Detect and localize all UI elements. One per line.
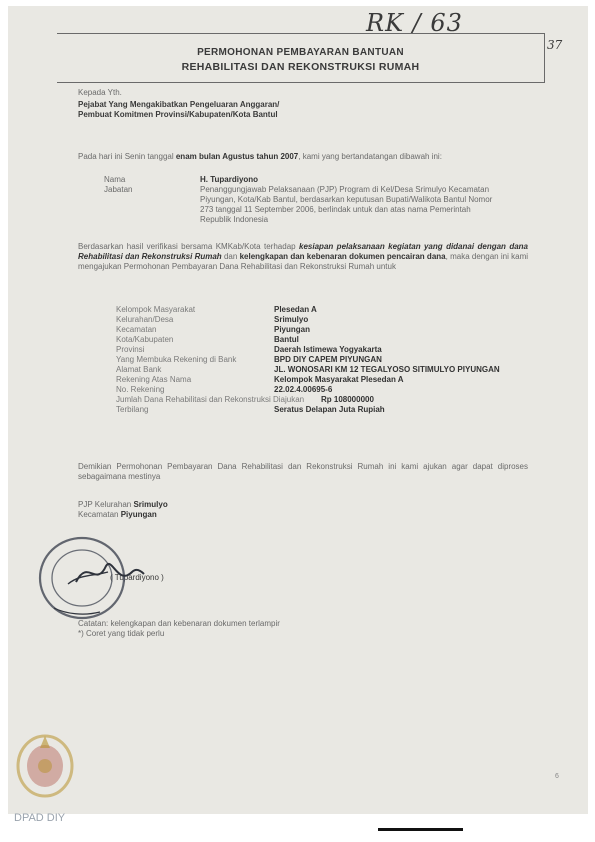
title-line-2: REHABILITASI DAN REKONSTRUKSI RUMAH <box>181 61 420 73</box>
watermark-label: DPAD DIY <box>14 812 66 824</box>
detail-label: No. Rekening <box>116 385 165 394</box>
detail-row <box>116 305 536 315</box>
title-line-b: Piyungan, Kota/Kab Bantul, berdasarkan keputusan Bupati/Walikota Bantul Nomor <box>200 195 493 204</box>
addressee-line-2: Pembuat Komitmen Provinsi/Kabupaten/Kota Bantul <box>78 110 278 119</box>
detail-row <box>116 405 536 415</box>
detail-value: Rp 108000000 <box>321 395 374 404</box>
kec-prefix: Kecamatan <box>78 510 119 519</box>
title-box <box>57 33 545 83</box>
kecamatan-line <box>78 510 157 520</box>
detail-row <box>116 315 536 325</box>
strike-note: *) Coret yang tidak perlu <box>78 629 165 638</box>
document-page <box>8 6 588 814</box>
detail-label: Kecamatan <box>116 325 157 334</box>
detail-label: Terbilang <box>116 405 149 414</box>
detail-row <box>116 395 536 405</box>
detail-label: Rekening Atas Nama <box>116 375 192 384</box>
detail-value: Srimulyo <box>274 315 309 324</box>
p1-start: Berdasarkan hasil verifikasi bersama KMKab/Kota terhadap <box>78 242 296 251</box>
date-prefix: Pada hari ini Senin tanggal <box>78 152 174 161</box>
title-line-1: PERMOHONAN PEMBAYARAN BANTUAN <box>197 47 404 58</box>
p1-mid: dan <box>223 252 238 261</box>
signatory-name: H. Tupardiyono <box>200 175 259 184</box>
addressee-label: Kepada Yth. <box>78 88 122 97</box>
signed-name: ( Tupardiyono ) <box>110 573 164 582</box>
date-line <box>78 152 442 162</box>
detail-value: Plesedan A <box>274 305 317 314</box>
addressee-line-1: Pejabat Yang Mengakibatkan Pengeluaran Anggaran/ <box>78 100 280 109</box>
detail-row <box>116 355 536 365</box>
kec-place: Piyungan <box>120 510 157 519</box>
title-line-a: Penanggungjawab Pelaksanaan (PJP) Program di Kel/Desa Srimulyo Kecamatan <box>200 185 490 194</box>
detail-value: 22.02.4.00695-6 <box>274 385 333 394</box>
detail-value: Kelompok Masyarakat Plesedan A <box>274 375 404 384</box>
detail-label: Kelurahan/Desa <box>116 315 174 324</box>
handwritten-page-mark: 37 <box>547 38 563 52</box>
request-paragraph <box>78 242 528 272</box>
dpad-logo-watermark <box>14 728 76 800</box>
handwritten-code: RK / 63 <box>366 9 463 37</box>
name-label: Nama <box>104 175 126 184</box>
p1-end: , maka dengan ini kami mengajukan Permohonan Pembayaran Dana Rehabilitasi dan Rekonstruksi Rumah untuk <box>78 252 529 271</box>
detail-row <box>116 345 536 355</box>
detail-value: JL. WONOSARI KM 12 TEGALYOSO SITIMULYO PIYUNGAN <box>274 365 500 374</box>
detail-value: Daerah Istimewa Yogyakarta <box>274 345 382 354</box>
pjp-line <box>78 500 168 510</box>
detail-row <box>116 335 536 345</box>
detail-label: Provinsi <box>116 345 145 354</box>
pjp-prefix: PJP Kelurahan <box>78 500 132 509</box>
bottom-black-mark <box>378 828 463 831</box>
detail-value: Piyungan <box>274 325 311 334</box>
detail-value: Bantul <box>274 335 299 344</box>
detail-label: Alamat Bank <box>116 365 162 374</box>
title-label: Jabatan <box>104 185 133 194</box>
p1-bold-italic: kesiapan pelaksanaan kegiatan yang didanai dengan dana Rehabilitasi dan Rekonstruksi Rumah <box>78 242 529 261</box>
detail-value: BPD DIY CAPEM PIYUNGAN <box>274 355 382 364</box>
detail-row <box>116 375 536 385</box>
detail-label: Kota/Kabupaten <box>116 335 174 344</box>
detail-row <box>116 365 536 375</box>
attachment-note: Catatan: kelengkapan dan kebenaran dokumen terlampir <box>78 619 280 628</box>
p1-bold: kelengkapan dan kebenaran dokumen pencairan dana <box>239 252 446 261</box>
pjp-place: Srimulyo <box>133 500 168 509</box>
title-line-d: Republik Indonesia <box>200 215 269 224</box>
detail-row <box>116 385 536 395</box>
page-number: 6 <box>555 773 559 780</box>
detail-label: Kelompok Masyarakat <box>116 305 196 314</box>
official-stamp <box>36 526 148 628</box>
detail-label: Yang Membuka Rekening di Bank <box>116 355 237 364</box>
date-suffix: , kami yang bertandatangan dibawah ini: <box>298 152 442 161</box>
detail-row <box>116 325 536 335</box>
date-value: enam bulan Agustus tahun 2007 <box>175 152 299 161</box>
detail-label: Jumlah Dana Rehabilitasi dan Rekonstruksi Diajukan <box>116 395 305 404</box>
closing-paragraph: Demikian Permohonan Pembayaran Dana Rehabilitasi dan Rekonstruksi Rumah ini kami ajukan agar dapat diproses sebagaimana mestinya <box>78 462 528 481</box>
detail-value: Seratus Delapan Juta Rupiah <box>274 405 385 414</box>
title-line-c: 273 tanggal 11 September 2006, berlindak untuk dan atas nama Pemerintah <box>200 205 471 214</box>
